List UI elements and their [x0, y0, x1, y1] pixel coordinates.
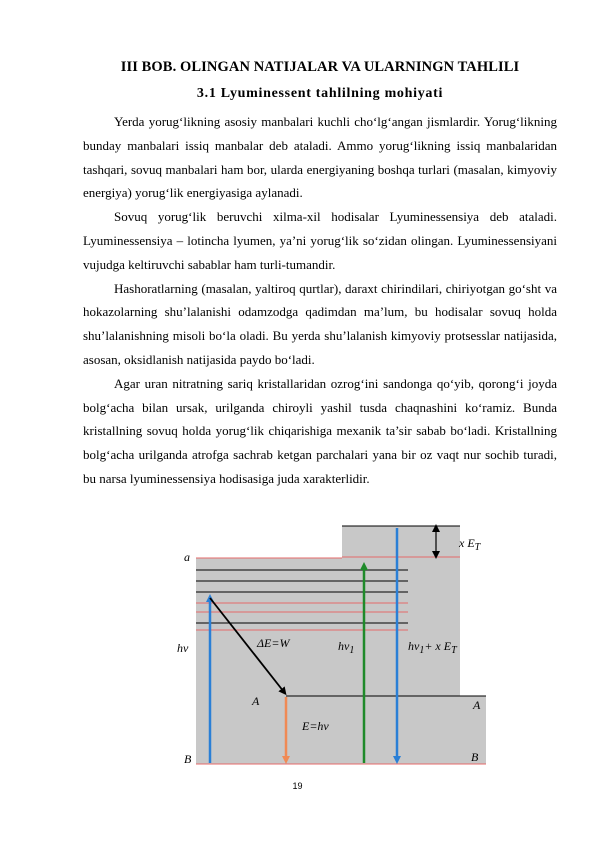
chapter-title: III BOB. OLINGAN NATIJALAR VA ULARNINGN TAHLILI — [120, 59, 520, 75]
label-A-right: A — [473, 698, 481, 712]
label-hv: hν — [177, 641, 189, 655]
energy-level-diagram — [170, 520, 500, 770]
paragraph-2: Sovuq yorug‘lik beruvchi xilma-xil hodisalar Lyuminessensiya deb ataladi. Lyuminessensiya – lotincha lyumen, ya’ni yorug‘lik so‘zidan olingan. Lyuminessensiyani vujudga keltiruvchi sabablar ham turli-tumandir. — [83, 209, 557, 272]
label-xE: x $E_T$ — [459, 536, 481, 553]
label-A-left: A — [252, 694, 260, 708]
body-text — [83, 110, 557, 491]
paragraph-1: Yerda yorug‘likning asosiy manbalari kuchli cho‘lg‘angan jismlardir. Yorug‘likning bunday manbalari issiq manbalar deb ataladi. Ammo yorug‘likning issiq manbalaridan tashqari, sovuq manbalari ham bor, ularda energiyaning boshqa turlari (masalan, kimyoviy energiya) yorug‘lik energiyasiga aylanadi. — [83, 114, 557, 201]
section-title: 3.1 Lyuminessent tahlilning mohiyati — [196, 86, 444, 101]
paragraph-4: Agar uran nitratning sariq kristallaridan ozrog‘ini sandonga qo‘yib, qorong‘i joyda bolg‘acha bilan ursak, urilganda chiroyli yashil tusda chaqnashini ko‘ramiz. Bunda kristallning sovuq holda yorug‘lik chiqarishiga mexanik ta’sir sabab bo‘ladi. Kristallning bolg‘acha urilganda atrofga sachrab ketgan parchalari yana bir oz vaqt nur sochib turadi, bu narsa lyuminessensiya hodisasiga juda xarakterlidir. — [83, 375, 557, 486]
paragraph-3: Hashoratlarning (masalan, yaltiroq qurtlar), daraxt chirindilari, chiriyotgan go‘sht va hokazolarning shu’lalanishi odamzodga qadimdan ma’lum, bu hodisalar sovuq holda shu’lalanishning misoli bo‘la oladi. Bu yerda shu’lalanish kimyoviy protsesslar natijasida, asosan, oksidlanish natijasida paydo bo‘ladi. — [83, 280, 557, 367]
page-number: 19 — [292, 781, 303, 791]
label-deltaE: ΔE=W — [257, 636, 290, 650]
label-B-left: B — [184, 752, 192, 766]
label-a: a — [184, 550, 190, 564]
label-hv1: $h\nu_1$ — [338, 639, 355, 656]
label-B-right: B — [471, 750, 479, 764]
label-E-hv: E=hν — [302, 719, 329, 733]
lower-band-region — [196, 558, 460, 764]
upper-band-region — [342, 526, 460, 558]
label-hv1-xE: $h\nu_1+ x$ $E_T$ — [408, 639, 457, 656]
